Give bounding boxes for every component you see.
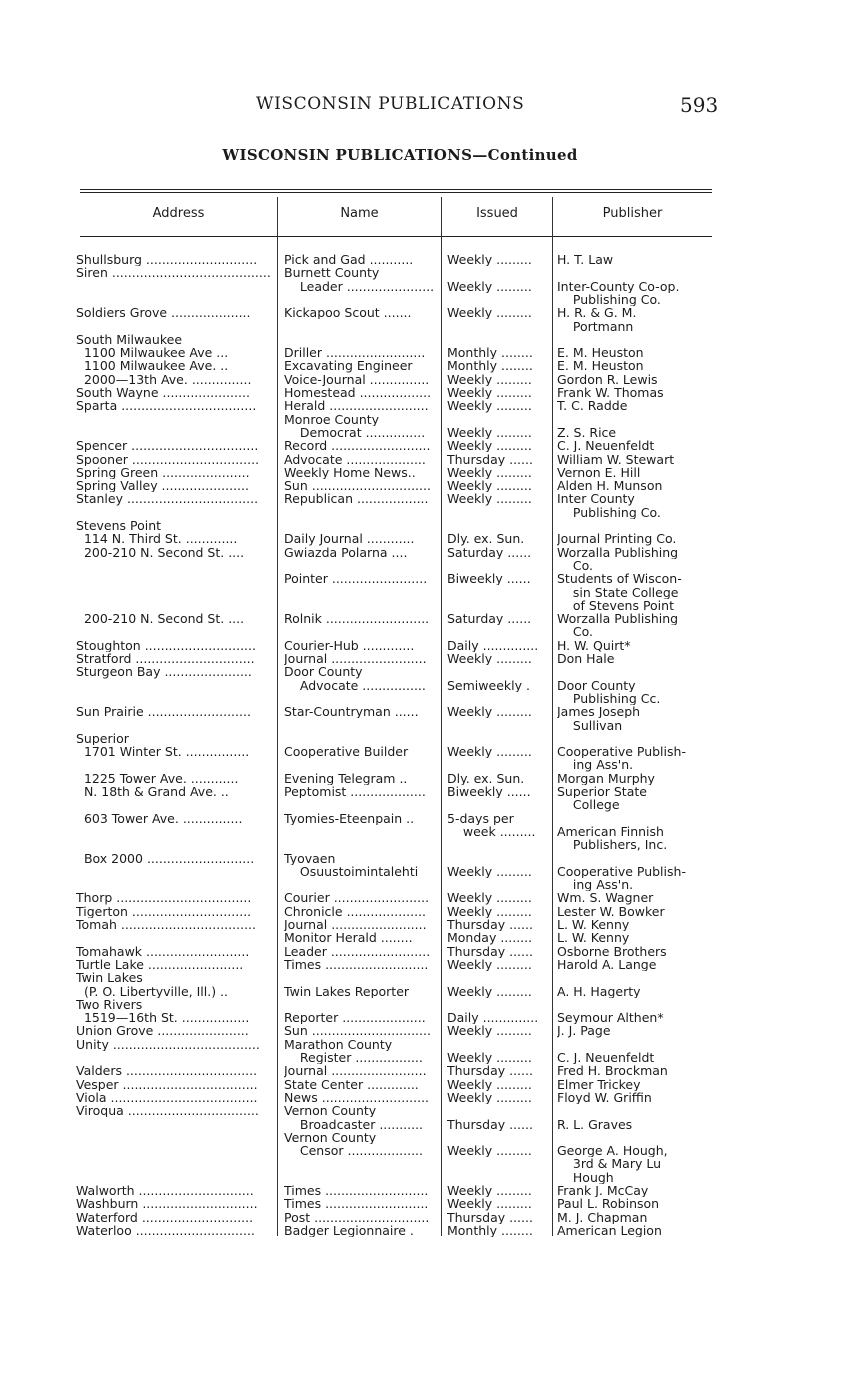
- name-cell: Daily Journal ............: [284, 532, 415, 546]
- name-cell: Sun ..............................: [284, 1024, 431, 1038]
- name-cell: Censor ...................: [284, 1144, 424, 1158]
- name-cell: Post .............................: [284, 1210, 430, 1224]
- name-cell: Gwiazda Polarna ....: [284, 545, 408, 559]
- address-cell: Box 2000 ...........................: [76, 851, 255, 865]
- name-cell: Broadcaster ...........: [284, 1117, 424, 1131]
- publisher-cell: Publishing Cc.: [557, 691, 661, 706]
- publisher-cell: H. R. & G. M.: [557, 306, 637, 320]
- name-cell: Monitor Herald ........: [284, 931, 413, 945]
- name-cell: Osuustoimintalehti: [284, 864, 419, 879]
- address-cell: Thorp ..................................: [76, 891, 252, 905]
- publisher-cell: Gordon R. Lewis: [557, 372, 658, 386]
- publisher-cell: Journal Printing Co.: [557, 532, 677, 546]
- issued-cell: Weekly .........: [447, 957, 532, 972]
- issued-cell: Weekly .........: [447, 306, 532, 320]
- address-cell: Stanley .................................: [76, 492, 259, 506]
- publisher-cell: Hough: [557, 1170, 614, 1184]
- publisher-cell: Cooperative Publish-: [557, 745, 686, 759]
- issued-cell: Weekly .........: [447, 386, 532, 400]
- publisher-cell: Frank W. Thomas: [557, 386, 664, 400]
- issued-cell: Weekly .........: [447, 1077, 532, 1091]
- name-cell: Homestead ..................: [284, 386, 432, 400]
- publisher-cell: A. H. Hagerty: [557, 984, 641, 998]
- address-cell: Valders .................................: [76, 1064, 258, 1078]
- issued-cell: Weekly .........: [447, 904, 532, 918]
- name-cell: Record .........................: [284, 439, 431, 453]
- name-cell: State Center .............: [284, 1077, 419, 1091]
- issued-cell: Dly. ex. Sun.: [447, 771, 525, 785]
- address-cell: Spooner ................................: [76, 452, 260, 466]
- issued-cell: Weekly .........: [447, 425, 532, 440]
- name-cell: Excavating Engineer: [284, 359, 413, 373]
- publisher-cell: Co.: [557, 558, 594, 573]
- publisher-cell: Superior State: [557, 785, 647, 799]
- address-cell: N. 18th & Grand Ave. ..: [76, 785, 229, 799]
- issued-cell: Weekly .........: [447, 984, 532, 998]
- section-title-text: WISCONSIN PUBLICATIONS—Continued: [222, 146, 578, 164]
- issued-cell: week .........: [447, 824, 536, 839]
- name-cell: Pick and Gad ...........: [284, 253, 414, 267]
- name-cell: Tyomies-Eteenpain ..: [284, 811, 415, 825]
- publisher-cell: Floyd W. Griffin: [557, 1090, 652, 1105]
- name-cell: Democrat ...............: [284, 425, 426, 440]
- address-cell: Stoughton ............................: [76, 638, 256, 652]
- publisher-cell: Publishers, Inc.: [557, 838, 668, 852]
- name-cell: Advocate ................: [284, 678, 426, 692]
- name-cell: Marathon County: [284, 1037, 393, 1051]
- address-cell: Tigerton ..............................: [76, 904, 252, 918]
- name-cell: Vernon County: [284, 1130, 377, 1145]
- name-cell: Advocate ....................: [284, 452, 426, 466]
- publisher-cell: C. J. Neuenfeldt: [557, 1051, 655, 1065]
- name-cell: Badger Legionnaire .: [284, 1223, 414, 1238]
- publisher-cell: Fred H. Brockman: [557, 1064, 668, 1078]
- issued-cell: Thursday ......: [447, 1064, 533, 1078]
- publisher-cell: American Finnish: [557, 824, 664, 839]
- publisher-cell: H. W. Quirt*: [557, 638, 631, 652]
- publisher-cell: George A. Hough,: [557, 1144, 668, 1158]
- address-cell: Siren ........................................: [76, 266, 271, 280]
- address-cell: 200-210 N. Second St. ....: [76, 612, 245, 626]
- issued-cell: Monthly ........: [447, 346, 533, 360]
- issued-cell: Thursday ......: [447, 1117, 533, 1131]
- name-cell: Herald .........................: [284, 399, 429, 413]
- issued-cell: Weekly .........: [447, 253, 532, 267]
- issued-cell: Weekly .........: [447, 745, 532, 759]
- issued-cell: Weekly .........: [447, 479, 532, 493]
- address-cell: 603 Tower Ave. ...............: [76, 811, 243, 825]
- publisher-cell: E. M. Heuston: [557, 346, 644, 360]
- address-cell: 1100 Milwaukee Ave ...: [76, 346, 229, 360]
- issued-cell: Weekly .........: [447, 705, 532, 719]
- address-cell: Spencer ................................: [76, 439, 259, 453]
- publisher-cell: Door County: [557, 678, 636, 692]
- publisher-cell: James Joseph: [557, 705, 641, 719]
- issued-cell: Weekly .........: [447, 1051, 532, 1065]
- publisher-cell: Worzalla Publishing: [557, 545, 679, 559]
- publisher-cell: 3rd & Mary Lu: [557, 1157, 662, 1171]
- publisher-cell: Wm. S. Wagner: [557, 891, 654, 905]
- address-cell: Stratford ..............................: [76, 652, 255, 666]
- address-cell: South Milwaukee: [76, 332, 183, 347]
- publisher-cell: Co.: [557, 625, 594, 639]
- name-cell: Times ..........................: [284, 1184, 429, 1198]
- name-cell: Evening Telegram ..: [284, 771, 408, 785]
- page-number: 593: [680, 93, 719, 117]
- column-header-issued: Issued: [476, 206, 518, 221]
- name-cell: Driller .........................: [284, 346, 426, 360]
- name-cell: Vernon County: [284, 1104, 377, 1118]
- publisher-cell: Publishing Co.: [557, 292, 661, 307]
- publisher-cell: College: [557, 798, 620, 812]
- publisher-cell: Cooperative Publish-: [557, 864, 686, 879]
- address-cell: Washburn .............................: [76, 1197, 258, 1211]
- name-cell: Reporter .....................: [284, 1011, 426, 1025]
- issued-cell: Weekly .........: [447, 279, 532, 293]
- address-cell: Viroqua .................................: [76, 1104, 259, 1118]
- name-cell: Rolnik ..........................: [284, 612, 430, 626]
- name-cell: Peptomist ...................: [284, 785, 426, 799]
- address-cell: Waterford ............................: [76, 1210, 254, 1224]
- issued-cell: Weekly .........: [447, 891, 532, 905]
- publisher-cell: of Stevens Point: [557, 598, 674, 613]
- issued-cell: Weekly .........: [447, 1184, 532, 1198]
- issued-cell: Weekly .........: [447, 864, 532, 879]
- address-cell: Stevens Point: [76, 519, 162, 533]
- address-cell: Unity .....................................: [76, 1037, 260, 1051]
- address-cell: Viola .....................................: [76, 1090, 258, 1105]
- issued-cell: Biweekly ......: [447, 572, 531, 586]
- address-cell: South Wayne ......................: [76, 386, 250, 400]
- address-cell: Sparta ..................................: [76, 399, 257, 413]
- name-cell: Star-Countryman ......: [284, 705, 419, 719]
- name-cell: Journal ........................: [284, 1064, 427, 1078]
- publisher-cell: Inter-County Co-op.: [557, 279, 680, 293]
- name-cell: Twin Lakes Reporter: [284, 984, 410, 998]
- publisher-cell: sin State College: [557, 585, 679, 599]
- publisher-cell: C. J. Neuenfeldt: [557, 439, 655, 453]
- running-title: WISCONSIN PUBLICATIONS: [256, 94, 525, 114]
- publisher-cell: Morgan Murphy: [557, 771, 655, 785]
- address-cell: 114 N. Third St. .............: [76, 532, 238, 546]
- publisher-cell: L. W. Kenny: [557, 931, 630, 945]
- issued-cell: Weekly .........: [447, 1197, 532, 1211]
- issued-cell: Weekly .........: [447, 1144, 532, 1158]
- name-cell: Weekly Home News..: [284, 465, 416, 480]
- issued-cell: Weekly .........: [447, 1024, 532, 1038]
- name-cell: Burnett County: [284, 266, 380, 280]
- publisher-cell: Harold A. Lange: [557, 957, 657, 972]
- issued-cell: Thursday ......: [447, 1210, 533, 1224]
- publisher-cell: Vernon E. Hill: [557, 465, 641, 480]
- publisher-cell: Seymour Althen*: [557, 1011, 664, 1025]
- issued-cell: Monthly ........: [447, 1223, 533, 1238]
- address-cell: Spring Green ......................: [76, 465, 250, 480]
- address-cell: Walworth .............................: [76, 1184, 254, 1198]
- column-header-name: Name: [340, 206, 379, 221]
- name-cell: Voice-Journal ...............: [284, 372, 430, 386]
- name-cell: Monroe County: [284, 412, 380, 426]
- name-cell: Kickapoo Scout .......: [284, 306, 412, 320]
- issued-cell: Weekly .........: [447, 492, 532, 506]
- issued-cell: Biweekly ......: [447, 785, 531, 799]
- address-cell: Union Grove .......................: [76, 1024, 249, 1038]
- publisher-cell: J. J. Page: [557, 1024, 611, 1038]
- publisher-cell: L. W. Kenny: [557, 918, 630, 932]
- issued-cell: Daily ..............: [447, 1011, 539, 1025]
- publisher-cell: Portmann: [557, 319, 634, 333]
- publisher-cell: Lester W. Bowker: [557, 904, 665, 918]
- address-cell: Sturgeon Bay ......................: [76, 665, 252, 679]
- publisher-cell: H. T. Law: [557, 253, 614, 267]
- name-cell: Leader .........................: [284, 944, 431, 958]
- publisher-cell: Frank J. McCay: [557, 1184, 649, 1198]
- publisher-cell: Students of Wiscon-: [557, 572, 682, 586]
- issued-cell: Monthly ........: [447, 359, 533, 373]
- name-cell: Sun ..............................: [284, 479, 431, 493]
- address-cell: Superior: [76, 731, 129, 746]
- address-cell: Shullsburg ............................: [76, 253, 258, 267]
- address-cell: Turtle Lake ........................: [76, 957, 244, 972]
- column-header-publisher: Publisher: [602, 206, 663, 221]
- address-cell: Sun Prairie ..........................: [76, 705, 251, 719]
- issued-cell: Semiweekly .: [447, 678, 530, 692]
- publisher-cell: Osborne Brothers: [557, 944, 667, 958]
- name-cell: Chronicle ....................: [284, 904, 427, 918]
- name-cell: Journal ........................: [284, 652, 427, 666]
- address-cell: Tomahawk ..........................: [76, 944, 250, 958]
- name-cell: Republican ..................: [284, 492, 429, 506]
- publisher-cell: Inter County: [557, 492, 635, 506]
- publisher-cell: William W. Stewart: [557, 452, 675, 466]
- name-cell: News ...........................: [284, 1090, 430, 1105]
- name-cell: Pointer ........................: [284, 572, 428, 586]
- publisher-cell: Sullivan: [557, 718, 623, 732]
- column-header-address: Address: [152, 206, 205, 221]
- name-cell: Times ..........................: [284, 957, 429, 972]
- address-cell: Waterloo ..............................: [76, 1223, 255, 1238]
- address-cell: Soldiers Grove ....................: [76, 306, 251, 320]
- name-cell: Courier-Hub .............: [284, 638, 415, 652]
- address-cell: Spring Valley ......................: [76, 479, 249, 493]
- address-cell: Two Rivers: [76, 997, 143, 1012]
- address-cell: Vesper ..................................: [76, 1077, 258, 1091]
- address-cell: 200-210 N. Second St. ....: [76, 545, 245, 559]
- publisher-cell: American Legion: [557, 1223, 662, 1238]
- name-cell: Journal ........................: [284, 918, 427, 932]
- name-cell: Door County: [284, 665, 363, 679]
- issued-cell: Weekly .........: [447, 652, 532, 666]
- address-cell: 1701 Winter St. ................: [76, 745, 250, 759]
- publisher-cell: ing Ass'n.: [557, 758, 634, 772]
- issued-cell: Monday ........: [447, 931, 533, 945]
- issued-cell: Saturday ......: [447, 612, 532, 626]
- issued-cell: Daily ..............: [447, 638, 539, 652]
- issued-cell: Saturday ......: [447, 545, 532, 559]
- name-cell: Times ..........................: [284, 1197, 429, 1211]
- publisher-cell: Elmer Trickey: [557, 1077, 641, 1091]
- name-cell: Courier ........................: [284, 891, 430, 905]
- name-cell: Register .................: [284, 1051, 423, 1065]
- address-cell: (P. O. Libertyville, Ill.) ..: [76, 984, 228, 998]
- address-cell: 1519—16th St. .................: [76, 1011, 250, 1025]
- issued-cell: Thursday ......: [447, 918, 533, 932]
- address-cell: Tomah ..................................: [76, 918, 256, 932]
- issued-cell: 5-days per: [447, 811, 514, 825]
- name-cell: Leader ......................: [284, 279, 435, 293]
- address-cell: Twin Lakes: [76, 971, 143, 985]
- publisher-cell: Alden H. Munson: [557, 479, 663, 493]
- publisher-cell: E. M. Heuston: [557, 359, 644, 373]
- issued-cell: Weekly .........: [447, 1090, 532, 1105]
- publisher-cell: M. J. Chapman: [557, 1210, 648, 1224]
- issued-cell: Thursday ......: [447, 944, 533, 958]
- name-cell: Cooperative Builder: [284, 745, 409, 759]
- issued-cell: Weekly .........: [447, 372, 532, 386]
- publisher-cell: ing Ass'n.: [557, 878, 634, 892]
- publisher-cell: Don Hale: [557, 652, 615, 666]
- publisher-cell: Publishing Co.: [557, 505, 661, 519]
- issued-cell: Weekly .........: [447, 439, 532, 453]
- publisher-cell: Paul L. Robinson: [557, 1197, 660, 1211]
- name-cell: Tyovaen: [284, 851, 336, 865]
- publisher-cell: Worzalla Publishing: [557, 612, 679, 626]
- issued-cell: Thursday ......: [447, 452, 533, 466]
- address-cell: 2000—13th Ave. ...............: [76, 372, 252, 386]
- address-cell: 1100 Milwaukee Ave. ..: [76, 359, 229, 373]
- publisher-cell: Z. S. Rice: [557, 425, 617, 440]
- issued-cell: Weekly .........: [447, 399, 532, 413]
- issued-cell: Dly. ex. Sun.: [447, 532, 525, 546]
- publisher-cell: R. L. Graves: [557, 1117, 633, 1131]
- address-cell: 1225 Tower Ave. ............: [76, 771, 239, 785]
- publisher-cell: T. C. Radde: [557, 399, 628, 413]
- issued-cell: Weekly .........: [447, 465, 532, 480]
